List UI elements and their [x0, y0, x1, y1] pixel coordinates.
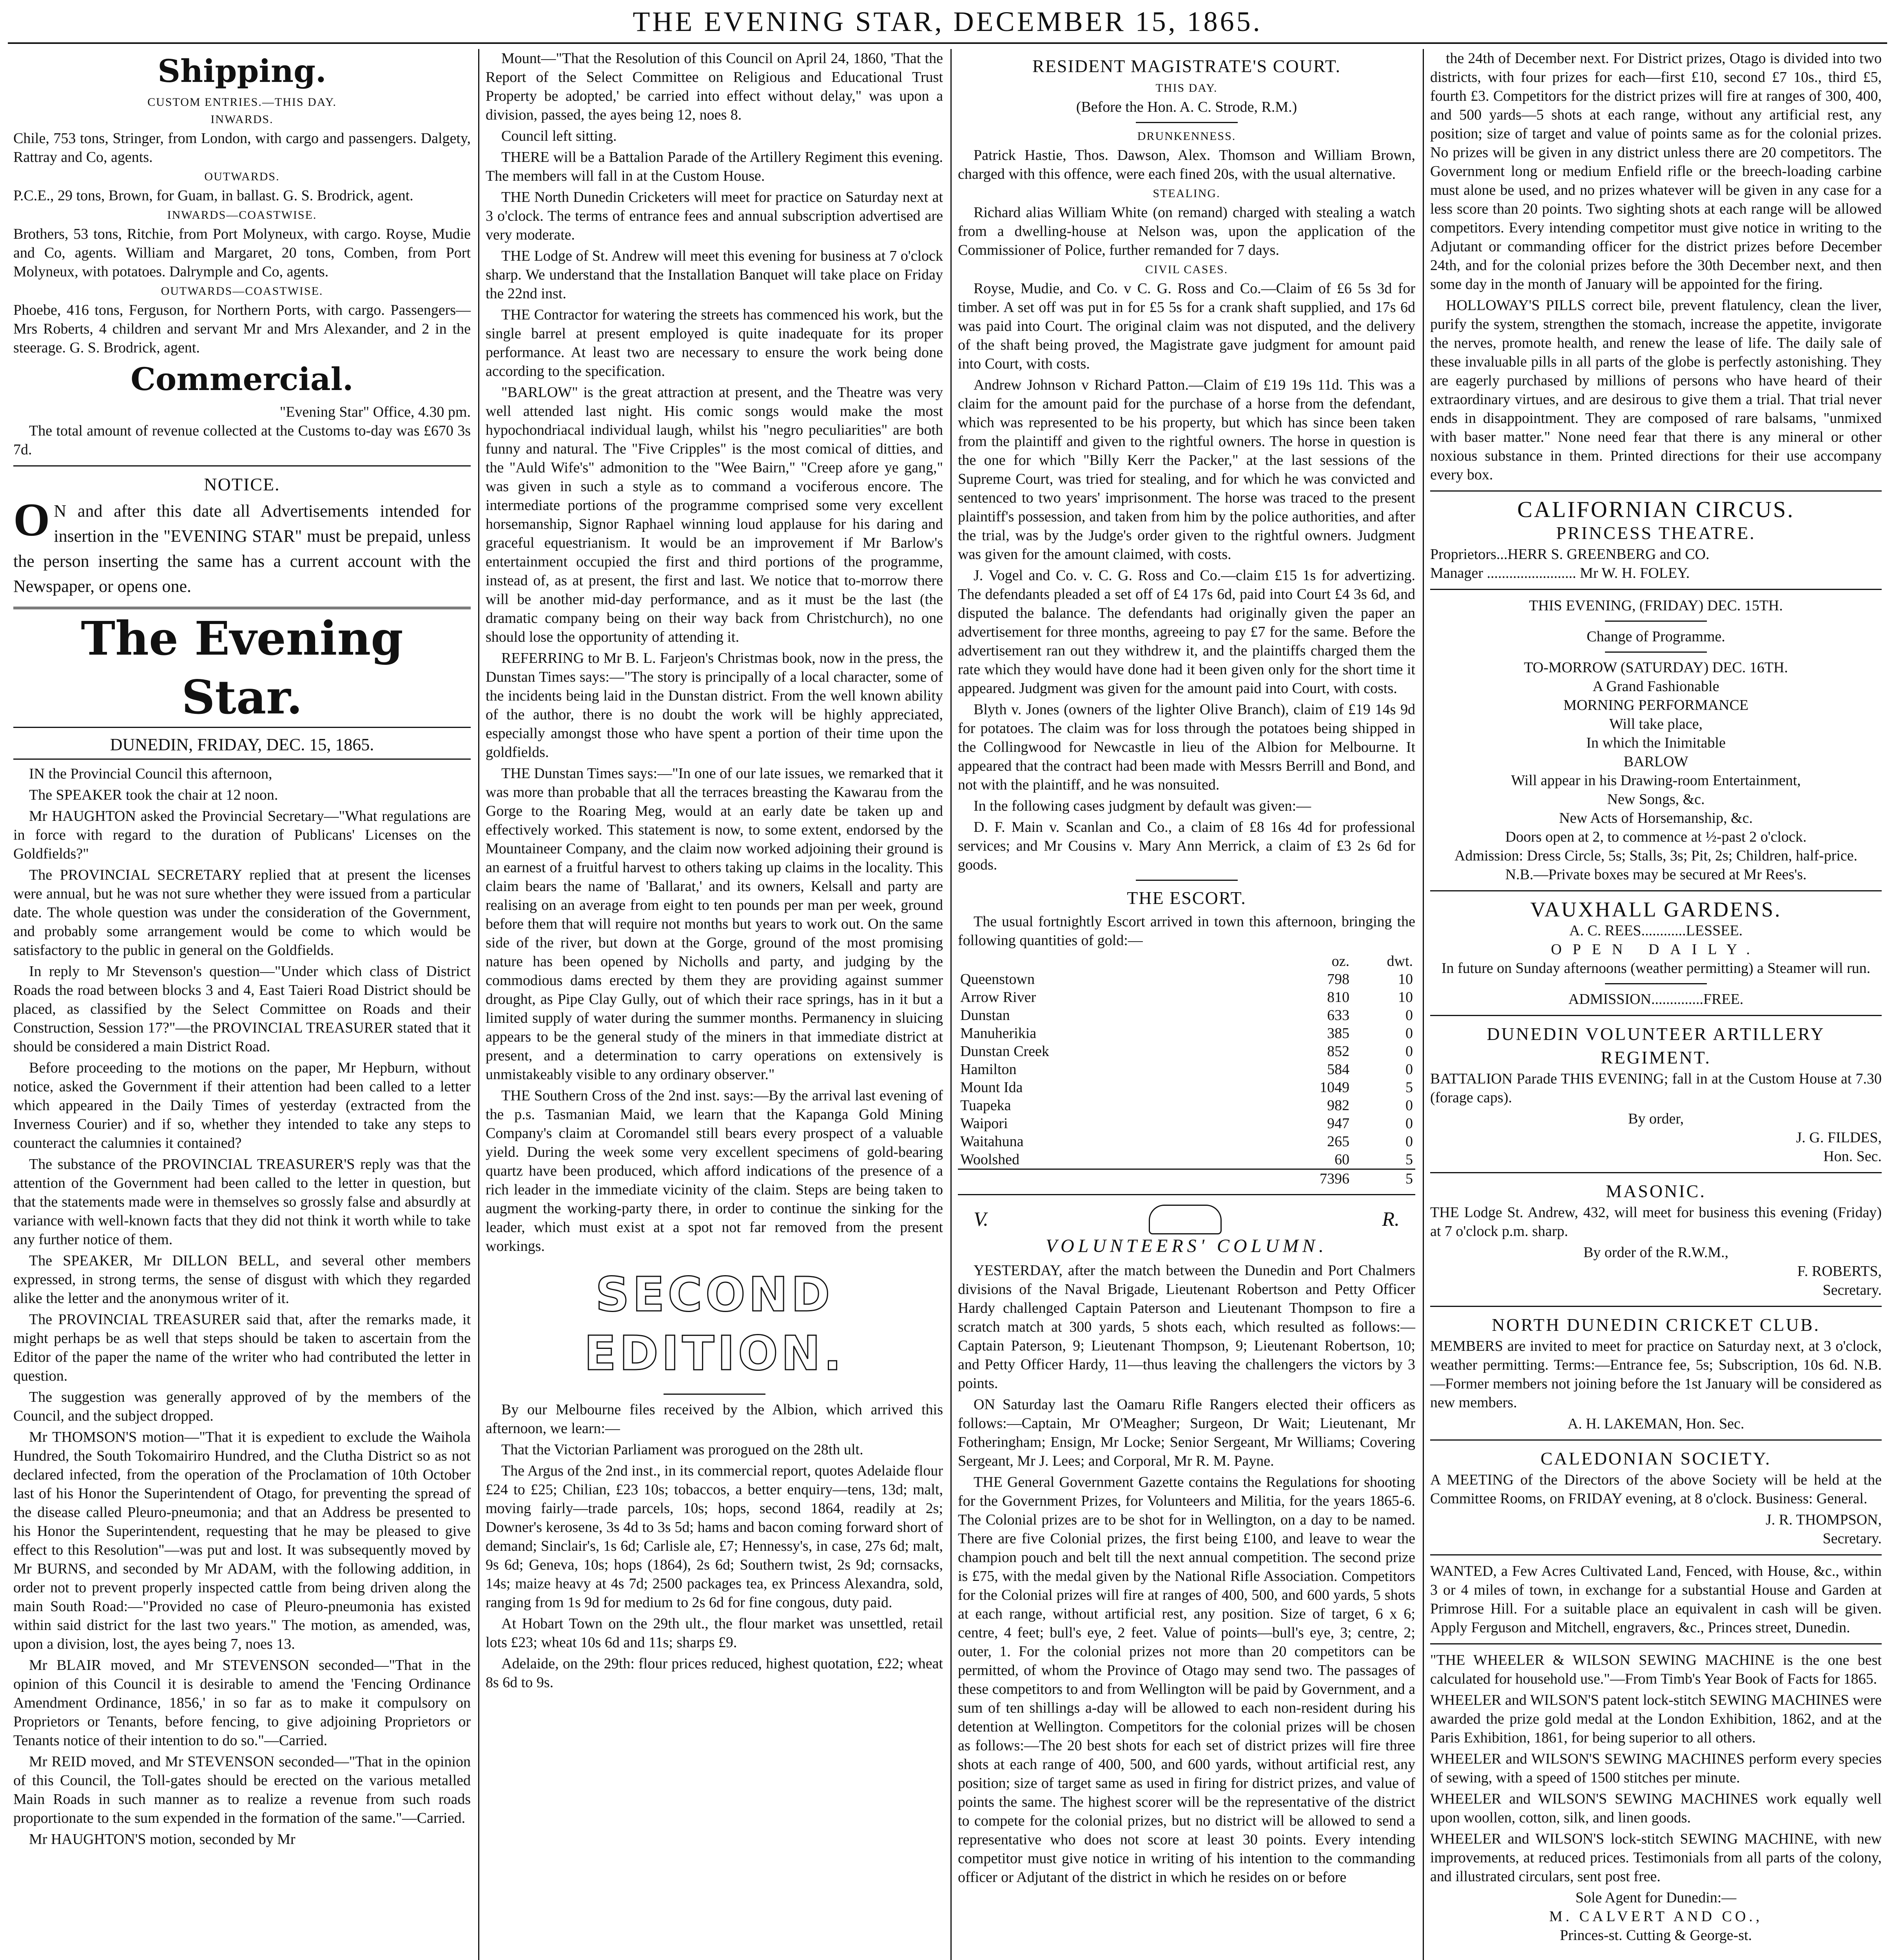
caledonian-title: CALEDONIAN SOCIETY.	[1540, 1448, 1772, 1468]
volunteers-title: VOLUNTEERS' COLUMN.	[1046, 1236, 1327, 1256]
column-4-text	[1430, 49, 1882, 484]
masonic-text: THE Lodge St. Andrew, 432, will meet for business this evening (Friday) at 7 o'clock p.m. sharp.	[1430, 1204, 1882, 1240]
paragraph: Mr REID moved, and Mr STEVENSON seconded—"That in the opinion of this Council, the Toll-gates should be erected on the various metalled Main Roads in such manner as to realize a revenue from such roads proportionate to the sum expended in the formation of the same."—Carried.	[13, 1753, 471, 1826]
gold-oz: 1049	[1320, 1079, 1349, 1096]
circus-change: Change of Programme.	[1587, 628, 1725, 645]
total-oz: 7396	[1320, 1171, 1349, 1187]
civil-heading: CIVIL CASES.	[1145, 263, 1228, 276]
escort-row	[958, 1078, 1415, 1096]
paragraph: The PROVINCIAL SECRETARY replied that at present the licenses were annual, but he was not sure whether they were issued from a particular date. The whole question was under the consideration of the Government, and probably some arrangement would be come to which would be satisfactory to the public in general on the Goldfields.	[13, 867, 471, 958]
caledonian-sign: J. R. THOMPSON,	[1766, 1512, 1882, 1528]
district-name: Waipori	[960, 1115, 1008, 1132]
caledonian-role: Secretary.	[1822, 1530, 1882, 1547]
paragraph: THE Dunstan Times says:—"In one of our late issues, we remarked that it was more than probable that all the terraces breasting the Kawarau from the Gorge to the Roaring Meg, would at an early date be taken up and effectively worked. This statement is now, to some extent, endorsed by the Mountaineer Company, and the claim now worked adjoining their ground is an earnest of a fruitful harvest to others taking up claims in the locality. This claim bears the name of 'Ballarat,' and its owners, Kelsall and party are realising on an average from eight to ten pounds per man per week, ground before them that will require not months but years to work out. On the same side of the river, but down at the Gorge, ground of the most promising nature has been opened by Nicholls and party, and judging by the commodious dams erected by them they are providing against summer drought, as Pipe Clay Gully, out of which their race springs, has in it but a limited supply of water during the summer months. Permanency in sluicing appears to be the general study of the miners in that immediate district at present, and a determination to carry operations on extensively is unmistakeably visible to any ordinary observer."	[486, 765, 943, 1083]
escort-row	[958, 1114, 1415, 1132]
circus-line: MORNING PERFORMANCE	[1563, 697, 1748, 713]
paragraph: The PROVINCIAL TREASURER said that, after the remarks made, it might perhaps be as well that steps should be taken to ascertain from the Editor of the paper the name of the writer who had contributed the letter in question.	[13, 1311, 471, 1384]
dateline: DUNEDIN, FRIDAY, DEC. 15, 1865.	[13, 731, 471, 760]
inwards-heading: INWARDS.	[210, 113, 274, 126]
column-4	[1425, 49, 1887, 1960]
circus-line: Admission: Dress Circle, 5s; Stalls, 3s; Pit, 2s; Children, half-price.	[1454, 848, 1858, 864]
divider	[1430, 1306, 1882, 1307]
cricket-sign: A. H. LAKEMAN, Hon. Sec.	[1567, 1416, 1744, 1432]
artillery-role: Hon. Sec.	[1823, 1148, 1882, 1165]
total-spacer	[958, 1169, 1288, 1188]
artillery-order: By order,	[1628, 1111, 1684, 1127]
circus-line: Doors open at 2, to commence at ½-past 2 o'clock.	[1505, 829, 1807, 845]
escort-row	[958, 1132, 1415, 1151]
circus-line: Will take place,	[1609, 716, 1703, 732]
paragraph: the 24th of December next. For District prizes, Otago is divided into two districts, with four prizes for each—first £10, second £7 10s., third £5, fourth £3. Competitors for the district prizes will fire at ranges of 300, 400, and 500 yards—5 shots at each range, without any artificial rest, any position; size of target and value of points same as for the colonial prizes. No prizes will be given in any district unless there are 20 competitors. The Government long or medium Enfield rifle or the breech-loading carbine must alone be used, and no prizes whatever will be given in any case for a less score than 20 points. Two sighting shots at each range will be allowed competitors. Every intending competitor must give notice in writing to the Adjutant or commanding officer for the district prizes before December 24th, and for the colonial prizes before the 30th December next, and then some day in the month of January will be appointed for the firing.	[1430, 50, 1882, 292]
outwards-coast-heading: OUTWARDS—COASTWISE.	[161, 285, 323, 298]
gold-dwt: 10	[1398, 989, 1413, 1005]
paragraph: Mr HAUGHTON'S motion, seconded by Mr	[29, 1831, 296, 1847]
stealing-text: Richard alias William White (on remand) charged with stealing a watch from a dwelling-house at Nelson was, upon the application of the Commissioner of Police, further remanded for 7 days.	[958, 204, 1415, 258]
agent-address: Princes-st. Cutting & George-st.	[1560, 1927, 1752, 1944]
paragraph: The suggestion was generally approved of by the members of the Council, and the subject dropped.	[13, 1389, 471, 1424]
outwards-heading: OUTWARDS.	[204, 170, 280, 183]
escort-units-row	[958, 952, 1415, 970]
volunteers-column	[958, 1261, 1415, 1887]
gold-dwt: 0	[1405, 1043, 1413, 1060]
paragraph: By our Melbourne files received by the Albion, which arrived this afternoon, we learn:—	[486, 1401, 943, 1437]
masonic-role: Secretary.	[1822, 1282, 1882, 1298]
escort-total-row	[958, 1169, 1415, 1188]
court-before: (Before the Hon. A. C. Strode, R.M.)	[1076, 99, 1297, 115]
gold-oz: 633	[1327, 1007, 1349, 1024]
civil-case: J. Vogel and Co. v. C. G. Ross and Co.—claim £15 1s for advertizing. The defendants pleaded a set off of £4 17s 6d, paid into Court £4 3s 6d, and disputed the balance. The defendants had originally given the paper an advertisement for three months, agreeing to pay £7 for the same. Before the advertisement ran out they withdrew it, and the plaintiffs charged them the rate which they would have done had it been given only for the short time it appeared. Judgment was given for the amount paid into Court, with costs.	[958, 567, 1415, 697]
escort-row	[958, 1024, 1415, 1042]
circus-line: In which the Inimitable	[1586, 735, 1726, 751]
gold-oz: 810	[1327, 989, 1349, 1005]
masonic-title: MASONIC.	[1606, 1181, 1706, 1201]
paragraph: Adelaide, on the 29th: flour prices reduced, highest quotation, £22; wheat 8s 6d to 9s.	[486, 1655, 943, 1691]
commercial-text: The total amount of revenue collected at the Customs to-day was £670 3s 7d.	[13, 423, 471, 458]
civil-cases	[958, 279, 1415, 874]
paragraph: Mr THOMSON'S motion—"That it is expedient to exclude the Waihola Hundred, the South Tokomairiro Hundred, and the Clutha District so as not declared infected, from the operation of the Proclamation of 10th October last of his Honor the Superintendent of Otago, for preventing the spread of the disease called Pleuro-pneumonia; and that an Address be presented to his Honor the Superintendent, requesting that he may be pleased to give effect to this Resolution"—was put and lost. It was subsequently moved by Mr BURNS, and seconded by Mr ADAM, with the following addition, in order not to prevent properly inspected cattle from being driven along the main South Road:—"Provided no case of Pleuro-pneumonia has existed within said district for the last two years." The motion, as amended, was, upon a division, lost, the ayes being 7, noes 13.	[13, 1429, 471, 1652]
paragraph: ON Saturday last the Oamaru Rifle Rangers elected their officers as follows:—Captain, Mr O'Meagher; Surgeon, Dr Wait; Lieutenant, Mr Fotheringham; Ensign, Mr Locke; Senior Sergeant, Mr Williams; Covering Sergeant, Mr J. Lees; and Corporal, Mr R. M. Payne.	[958, 1396, 1415, 1469]
sewing-machine-ad: WHEELER and WILSON'S SEWING MACHINES perform every species of sewing, with a speed of 1500 stitches per minute.	[1430, 1751, 1882, 1786]
paragraph: REFERRING to Mr B. L. Farjeon's Christmas book, now in the press, the Dunstan Times says:—"The story is principally of a local character, some of the incidents being laid in the Dunstan district. From the well known ability of the author, there is no doubt the work will be highly appreciated, especially amongst those who have spent a portion of their time upon the goldfields.	[486, 650, 943, 760]
divider	[1605, 621, 1707, 622]
divider	[1136, 122, 1238, 123]
local-news	[486, 49, 943, 1256]
vauxhall-title: VAUXHALL GARDENS.	[1530, 898, 1782, 921]
district-name: Mount Ida	[960, 1079, 1023, 1096]
paragraph: Before proceeding to the motions on the paper, Mr Hepburn, without notice, asked the Government if their attention had been called to a letter which appeared in the Daily Times of yesterday (extracted from the Inverness Courier) and if so, whether they intended to take any steps to counteract the calumnies it contained?	[13, 1060, 471, 1151]
civil-case: Andrew Johnson v Richard Patton.—Claim of £19 19s 11d. This was a claim for the amount paid for the purchase of a horse from the defendant, which was represented to be his property, but which has since been taken from the plaintiff and given to the rightful owners. The horse in question is the one for which "Billy Kerr the Packer," at the last sessions of the Supreme Court, was tried for stealing, and for which he was convicted and sentenced to two years' imprisonment. The horse was traced to the present plaintiff's possession, and taken from him by the police authorities, and after the trial, was by the Judge's order given to the rightful owners. Judgment was given for the amount claimed, with costs.	[958, 377, 1415, 563]
paragraph: Mr HAUGHTON asked the Provincial Secretary—"What regulations are in force with regard to the duration of Publicans' Licenses on the Goldfields?"	[13, 808, 471, 862]
paragraph: In reply to Mr Stevenson's question—"Under which class of District Roads the road between blocks 3 and 4, East Taieri Road District should be placed, as classified by the Select Committee on Roads and their Construction, Session 17?"—the PROVINCIAL TREASURER stated that it should be considered a main District Road.	[13, 963, 471, 1055]
shipping-heading: Shipping.	[158, 53, 326, 89]
gold-dwt: 5	[1405, 1079, 1413, 1096]
paragraph: "BARLOW" is the great attraction at present, and the Theatre was very well attended last night. His comic songs would make the most hypochondriacal individual laugh, whilst his "negro peculiarities" are both funny and natural. The "Five Cripples" is the most comical of ditties, and the "Auld Wife's" admonition to the "Wee Bairn," "Creep afore ye gang," was given in such a style as to command a vociferous encore. The intermediate portions of the programme comprised some very excellent horsemanship, Signor Raphael winning loud applause for his daring and graceful equestrianism. It would be an improvement if Mr Barlow's entertainment occupied the first and third portions of the programme, instead of, as at present, the first and last. We notice that to-morrow there will be another mid-day performance, and as it must be the last (the dramatic company being on their way back from Christchurch), no one should lose the opportunity of attending it.	[486, 384, 943, 645]
inwards-coast-heading: INWARDS—COASTWISE.	[167, 209, 317, 221]
wanted-ad: WANTED, a Few Acres Cultivated Land, Fenced, with House, &c., within 3 or 4 miles of town, in exchange for a substantial House and Garden at Primrose Hill. For a suitable place an equivalent in cash will be given. Apply Ferguson and Mitchell, engravers, &c., Princes street, Dunedin.	[1430, 1563, 1882, 1636]
unit-dwt: dwt.	[1387, 953, 1413, 969]
gold-oz: 798	[1327, 971, 1349, 987]
paragraph: Mount—"That the Resolution of this Council on April 24, 1860, 'That the Report of the Select Committee on Religious and Educational Trust Property be adopted,' be carried into effect without delay," was upon a division, passed, the ayes being 12, noes 8.	[486, 50, 943, 123]
paragraph: Mr BLAIR moved, and Mr STEVENSON seconded—"That in the opinion of this Council it is desirable to amend the 'Fencing Ordinance Amendment Ordinance, 1856,' in so far as to make it compulsory on Proprietors or Tenants, before fencing, to give adjoining Proprietors or Tenants notice of their intention to do so."—Carried.	[13, 1657, 471, 1749]
commercial-office: "Evening Star" Office, 4.30 pm.	[279, 404, 471, 420]
paragraph: The substance of the PROVINCIAL TREASURER'S reply was that the attention of the Government had been called to the letter in question, but that the statements made were in themselves so grossly false and absurdly at variance with well-known facts that they did not think it worth while to take any further notice of them.	[13, 1156, 471, 1248]
caledonian-text: A MEETING of the Directors of the above Society will be held at the Committee Rooms, on FRIDAY evening, at 8 o'clock. Business: General.	[1430, 1472, 1882, 1507]
masthead: THE EVENING STAR, DECEMBER 15, 1865.	[633, 6, 1262, 37]
district-name: Hamilton	[960, 1061, 1017, 1078]
cricket-title: NORTH DUNEDIN CRICKET CLUB.	[1492, 1315, 1820, 1335]
gold-oz: 947	[1327, 1115, 1349, 1132]
vauxhall-sunday: In future on Sunday afternoons (weather permitting) a Steamer will run.	[1441, 960, 1871, 976]
paragraph: The SPEAKER, Mr DILLON BELL, and several other members expressed, in strong terms, the sense of disgust with which they regarded alike the letter and the anonymous writer of it.	[13, 1252, 471, 1307]
district-name: Dunstan	[960, 1007, 1010, 1024]
notice-heading: NOTICE.	[204, 474, 280, 494]
gold-dwt: 5	[1405, 1151, 1413, 1168]
divider	[1430, 490, 1882, 492]
column-2	[480, 49, 948, 1960]
divider	[1430, 1439, 1882, 1441]
escort-text: The usual fortnightly Escort arrived in town this afternoon, bringing the following quantities of gold:—	[958, 913, 1415, 949]
circus-title: CALIFORNIAN CIRCUS.	[1517, 497, 1795, 522]
circus-line: A Grand Fashionable	[1592, 678, 1719, 695]
column-rule	[1423, 49, 1424, 1960]
paragraph: THE Southern Cross of the 2nd inst. says:—By the arrival last evening of the p.s. Tasmanian Maid, we learn that the Kapanga Gold Mining Company's claim at Coromandel still bears every prospect of a valuable yield. During the week some very excellent specimens of gold-bearing quartz have been produced, which afford indications of the presence of a rich leader in the immediate vicinity of the claim. Steps are being taken to augment the working-party there, in order to continue the sinking for the leader, which must exist at a spot not far removed from the present workings.	[486, 1087, 943, 1254]
sewing-machine-ad: "THE WHEELER & WILSON SEWING MACHINE is the one best calculated for household use."—From Timb's Year Book of Facts for 1865.	[1430, 1652, 1882, 1687]
notice-text	[13, 494, 471, 599]
column-1	[8, 49, 476, 1960]
divider	[1136, 880, 1238, 881]
circus-venue: PRINCESS THEATRE.	[1556, 523, 1756, 543]
vauxhall-admission: ADMISSION..............FREE.	[1568, 991, 1744, 1007]
gold-dwt: 0	[1405, 1133, 1413, 1150]
circus-line: New Acts of Horsemanship, &c.	[1559, 810, 1753, 826]
artillery-title: DUNEDIN VOLUNTEER ARTILLERY REGIMENT.	[1487, 1024, 1825, 1067]
circus-line: BARLOW	[1623, 753, 1688, 770]
gold-dwt: 10	[1398, 971, 1413, 987]
civil-case: Royse, Mudie, and Co. v C. G. Ross and Co.—Claim of £6 5s 3d for timber. A set off was put in for £5 5s for a crank shaft supplied, and 17s 6d was paid into Court. The original claim was not disputed, and the delivery of the shaft being proved, the Magistrate gave judgment for amount paid into Court, with costs.	[958, 280, 1415, 372]
divider	[1605, 983, 1707, 984]
divider	[1430, 1015, 1882, 1016]
district-name: Dunstan Creek	[960, 1043, 1049, 1060]
paragraph: HOLLOWAY'S PILLS correct bile, prevent flatulency, clean the liver, purify the system, strengthen the stomach, increase the appetite, invigorate the nerves, promote health, and renew the lease of life. The daily sale of these invaluable pills in all parts of the globe is perfectly astonishing. They are eagerly purchased by millions of persons who have heard of their extraordinary virtues, and are desirous to give them a trial. That trial never ends in disappointment. They are composed of rare balsams, "unmixed with baser matter." None need fear that there is any mineral or other noxious substance in them. Printed directions for their use accompany every box.	[1430, 297, 1882, 483]
paragraph: IN the Provincial Council this afternoon,	[29, 766, 272, 782]
paragraph: THE General Government Gazette contains the Regulations for shooting for the Government Prizes, for Volunteers and Militia, for the years 1865-6. The Colonial prizes are to be shot for in Wellington, on a day to be named. There are five Colonial prizes, the first being £100, and leave to wear the champion pouch and belt till the next annual competition. The second prize is £75, with the medal given by the National Rifle Association. Competitors for the Colonial prizes will fire at ranges of 400, 500, and 600 yards, 5 shots at each range, without artificial rest, any position. Size of target, 6 x 6; centre, 4 feet; bull's eye, 2 feet. Value of points—bull's eye, 3; centre, 2; outer, 1. For the colonial prizes not more than 20 competitors can be permitted, of whom the Province of Otago may send two. The passages of these competitors to and from Wellington will be paid by Government, and a sum of ten shillings a-day will be allowed to each non-resident during his detention at Wellington. Competitors for the colonial prizes will be chosen as follows:—The 20 best shots for each set of district prizes will fire three shots at each range of 400, 500, and 600 yards, without artificial rest, any position; size of target same as used in firing for district prizes, and value of points the same. The highest scorer will be the representative of the district to compete for the colonial prizes, but no district will be allowed to send a representative who does not score at least 30 points. Every intending competitor must give notice in writing of his intention to the commanding officer or Adjutant of the district in which he resides on or before	[958, 1474, 1415, 1886]
agent-name: M. CALVERT AND CO.,	[1549, 1908, 1763, 1925]
paragraph: That the Victorian Parliament was prorogued on the 28th ult.	[501, 1441, 863, 1458]
district-name: Manuherikia	[960, 1025, 1037, 1042]
circus-manager: Manager ........................ Mr W. H. FOLEY.	[1430, 565, 1690, 581]
circus-proprietors: Proprietors...HERR S. GREENBERG and CO.	[1430, 546, 1710, 563]
gold-oz: 265	[1327, 1133, 1349, 1150]
column-rule	[478, 49, 479, 1960]
divider	[958, 1194, 1415, 1195]
civil-case: D. F. Main v. Scanlan and Co., a claim of £8 16s 4d for professional services; and Mr Cousins v. Mary Ann Merrick, a claim of £3 2s 6d for goods.	[958, 819, 1415, 873]
gold-oz: 60	[1335, 1151, 1349, 1168]
paragraph: The SPEAKER took the chair at 12 noon.	[29, 787, 278, 803]
civil-case: Blyth v. Jones (owners of the lighter Olive Branch), claim of £19 14s 9d for potatoes. The claim was for loss through the potatoes being shipped in the Collingwood for Newcastle in lieu of the Albion for Melbourne. It appeared that the contract had been made with Messrs Berrill and Bond, and not with the plaintiff, and he was nonsuited.	[958, 701, 1415, 793]
total-dwt: 5	[1405, 1171, 1413, 1187]
stealing-heading: STEALING.	[1153, 187, 1220, 200]
gold-dwt: 0	[1405, 1007, 1413, 1024]
volunteers-header	[974, 1205, 1400, 1234]
civil-case: In the following cases judgment by default was given:—	[974, 798, 1311, 814]
court-heading: RESIDENT MAGISTRATE'S COURT.	[1032, 56, 1341, 76]
divider	[1605, 652, 1707, 653]
paragraph: At Hobart Town on the 29th ult., the flour market was unsettled, retail lots £23; wheat 10s 6d and 11s; sharps £9.	[486, 1615, 943, 1651]
district-name: Waitahuna	[960, 1133, 1024, 1150]
commercial-heading: Commercial.	[131, 361, 354, 397]
escort-row	[958, 1060, 1415, 1078]
paragraph: THE North Dunedin Cricketers will meet for practice on Saturday next at 3 o'clock. The terms of entrance fees and annual subscription advertised are very moderate.	[486, 189, 943, 243]
court-day: THIS DAY.	[1155, 82, 1218, 94]
paper-title: The Evening Star.	[13, 607, 471, 728]
unit-oz: oz.	[1331, 953, 1349, 969]
escort-row	[958, 1042, 1415, 1060]
circus-line: N.B.—Private boxes may be secured at Mr Rees's.	[1505, 866, 1807, 883]
escort-row	[958, 1006, 1415, 1024]
second-edition-heading: SECOND EDITION.	[584, 1268, 845, 1381]
paragraph: THE Lodge of St. Andrew will meet this evening for business at 7 o'clock sharp. We understand that the Installation Banquet will take place on Friday the 22nd inst.	[486, 248, 943, 302]
paragraph: YESTERDAY, after the match between the Dunedin and Port Chalmers divisions of the Naval Brigade, Lieutenant Robertson and Petty Officer Hardy challenged Captain Paterson and Lieutenant Thompson to fire a scratch match at 300 yards, 5 shots each, which resulted as follows:—Captain Paterson, 9; Lieutenant Thompson, 9; Lieutenant Robertson, 10; and Petty Officer Hardy, 11—thus leaving the challengers the victors by 3 points.	[958, 1262, 1415, 1392]
sewing-machine-ad: WHEELER and WILSON'S lock-stitch SEWING MACHINE, with new improvements, at reduced prices. Testimonials from all parts of the colony, and illustrated circulars, sent post free.	[1430, 1831, 1882, 1885]
escort-row	[958, 1151, 1415, 1169]
column-3	[952, 49, 1421, 1960]
divider	[1430, 1643, 1882, 1644]
paragraph: THE Contractor for watering the streets has commenced his work, but the single barrel at present employed is quite inadequate for its proper performance. At least two are necessary to ensure the work being done according to the specification.	[486, 307, 943, 379]
artillery-sign: J. G. FILDES,	[1796, 1129, 1882, 1146]
district-name: Woolshed	[960, 1151, 1020, 1168]
gold-dwt: 0	[1405, 1025, 1413, 1042]
paragraph: Council left sitting.	[501, 128, 617, 144]
masonic-sign: F. ROBERTS,	[1797, 1263, 1882, 1279]
escort-heading: THE ESCORT.	[1127, 888, 1246, 908]
paragraph: The Argus of the 2nd inst., in its commercial report, quotes Adelaide flour £24 to £25; Chilian, £23 10s; tobaccos, a better enquiry—tens, 13d; malt, moving fairly—trade parcels, 10s; hops, second 1864, readily at 2s; Downer's kerosene, 3s 4d to 3s 5d; hams and bacon coming forward short of demand; Sinclair's, 1s 6d; Carlisle ale, £7; Hennessy's, in case, 27s 6d; malt, 9s 6d; Geneva, 10s; hops (1864), 2s 6d; Southern twist, 2s 9d; cornsacks, 14s; maize heavy at 4s 7d; 2500 packages tea, ex Princess Alexandra, sold, ranging from 1s 9d for medium to 2s 6d for fine congous, duty paid.	[486, 1463, 943, 1611]
circus-evening: THIS EVENING, (FRIDAY) DEC. 15TH.	[1529, 597, 1783, 614]
district-name: Arrow River	[960, 989, 1036, 1005]
notice-drop-cap: O	[13, 494, 50, 546]
agent-label: Sole Agent for Dunedin:—	[1575, 1889, 1737, 1906]
divider	[13, 465, 471, 466]
divider	[1430, 1172, 1882, 1173]
circus-details	[1430, 677, 1882, 884]
divider	[1430, 1554, 1882, 1555]
escort-row	[958, 1096, 1415, 1114]
customs-heading: CUSTOM ENTRIES.—THIS DAY.	[147, 96, 337, 109]
vauxhall-lessee: A. C. REES............LESSEE.	[1569, 922, 1743, 939]
cricket-text: MEMBERS are invited to meet for practice on Saturday next, at 3 o'clock, weather permitting. Terms:—Entrance fee, 5s; Subscription, 10s 6d. N.B.—Former members not joining before the 1st January will be considered as new members.	[1430, 1338, 1882, 1411]
column-rule	[950, 49, 952, 1960]
crown-crest-icon	[1149, 1205, 1222, 1234]
drunkenness-heading: DRUNKENNESS.	[1137, 130, 1236, 143]
vauxhall-open: OPEN DAILY.	[1551, 941, 1761, 958]
gold-dwt: 0	[1405, 1115, 1413, 1132]
paragraph: THERE will be a Battalion Parade of the Artillery Regiment this evening. The members will fall in at the Custom House.	[486, 149, 943, 184]
escort-row	[958, 988, 1415, 1006]
drunkenness-text: Patrick Hastie, Thos. Dawson, Alex. Thomson and William Brown, charged with this offence, were each fined 20s, with the usual alternative.	[958, 147, 1415, 182]
council-report	[13, 764, 471, 1849]
escort-row	[958, 970, 1415, 988]
notice-body: N and after this date all Advertisements intended for insertion in the "EVENING STAR" must be prepaid, unless the person inserting the same has a current account with the Newspaper, or opens one.	[13, 501, 471, 596]
circus-line: New Songs, &c.	[1607, 791, 1705, 808]
circus-line: Will appear in his Drawing-room Entertainment,	[1511, 772, 1801, 789]
outwards-entry: P.C.E., 29 tons, Brown, for Guam, in ballast. G. S. Brodrick, agent.	[13, 187, 413, 204]
divider	[1430, 589, 1882, 590]
gold-oz: 584	[1327, 1061, 1349, 1078]
district-name: Tuapeka	[960, 1097, 1011, 1114]
wheeler-ads	[1430, 1651, 1882, 1886]
sewing-machine-ad: WHEELER and WILSON'S SEWING MACHINES work equally well upon woollen, cotton, silk, and linen goods.	[1430, 1791, 1882, 1826]
artillery-text: BATTALION Parade THIS EVENING; fall in at the Custom House at 7.30 (forage caps).	[1430, 1071, 1882, 1106]
masthead-rule	[8, 42, 1887, 44]
vc-left: V.	[974, 1208, 989, 1230]
gold-dwt: 0	[1405, 1097, 1413, 1114]
gold-oz: 385	[1327, 1025, 1349, 1042]
circus-tomorrow: TO-MORROW (SATURDAY) DEC. 16TH.	[1524, 659, 1788, 676]
district-name: Queenstown	[960, 971, 1035, 987]
gold-dwt: 0	[1405, 1061, 1413, 1078]
outwards-coast-entry: Phoebe, 416 tons, Ferguson, for Northern Ports, with cargo. Passengers—Mrs Roberts, 4 children and servant Mr and Mrs Alexander, and 2 in the steerage. G. S. Brodrick, agent.	[13, 302, 471, 356]
vc-right: R.	[1382, 1208, 1400, 1230]
divider	[664, 1394, 765, 1395]
inwards-coast-entry: Brothers, 53 tons, Ritchie, from Port Molyneux, with cargo. Royse, Mudie and Co, agents. William and Margaret, 20 tons, Comben, from Port Molyneux, with potatoes. Dalrymple and Co, agents.	[13, 226, 471, 280]
divider	[1430, 890, 1882, 891]
melbourne-news	[486, 1400, 943, 1692]
sewing-machine-ad: WHEELER and WILSON'S patent lock-stitch SEWING MACHINES were awarded the prize gold medal at the London Exhibition, 1862, and at the Paris Exhibition, 1861, for being superior to all others.	[1430, 1692, 1882, 1746]
escort-table	[958, 952, 1415, 1188]
gold-oz: 852	[1327, 1043, 1349, 1060]
masonic-order: By order of the R.W.M.,	[1583, 1244, 1729, 1261]
inwards-entry: Chile, 753 tons, Stringer, from London, with cargo and passengers. Dalgety, Rattray and Co, agents.	[13, 130, 471, 165]
gold-oz: 982	[1327, 1097, 1349, 1114]
